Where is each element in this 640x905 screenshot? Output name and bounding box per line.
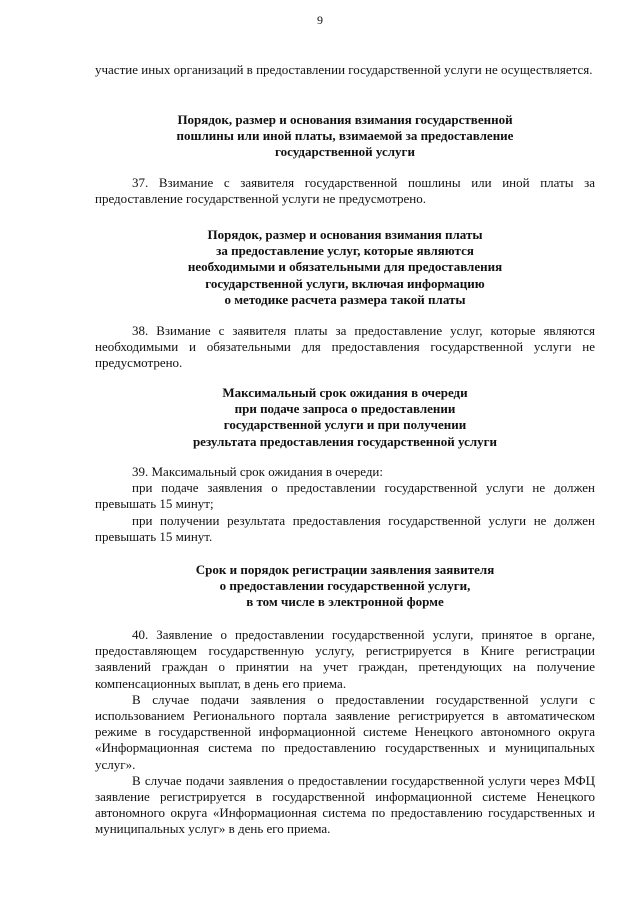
- paragraph-39b-text: при получении результата предоставления государственной услуги не должен превышать 15 минут.: [95, 512, 595, 544]
- heading-line: за предоставление услуг, которые являются: [216, 243, 474, 259]
- paragraph-37-text: 37. Взимание с заявителя государственной пошлины или иной платы за предоставление государственной услуги не предусмотрено.: [95, 175, 595, 207]
- heading-line: Порядок, размер и основания взимания платы: [207, 227, 483, 242]
- paragraph-40a-text: В случае подачи заявления о предоставлении государственной услуги с использованием Регионального портала заявление регистрируется в автоматическом режиме в государственной информационной системе Ненецкого автономного округа «Информационная система по предоставлению государственных и муниципальных услуг».: [95, 691, 595, 772]
- heading-line: о методике расчета размера такой платы: [224, 291, 466, 307]
- heading-line: результата предоставления государственной услуги: [192, 433, 498, 449]
- heading-line: необходимыми и обязательными для предоставления: [187, 259, 503, 275]
- page-number: 9: [317, 13, 323, 27]
- heading-line: Порядок, размер и основания взимания государственной: [177, 112, 513, 127]
- heading-line: при подаче запроса о предоставлении: [234, 401, 456, 417]
- heading-line: государственной услуги: [275, 144, 415, 160]
- heading-line: Срок и порядок регистрации заявления заявителя: [195, 562, 495, 577]
- paragraph-39a-text: при подаче заявления о предоставлении государственной услуги не должен превышать 15 минут;: [95, 480, 595, 512]
- heading-line: пошлины или иной платы, взимаемой за предоставление: [176, 128, 514, 144]
- paragraph-40-text: 40. Заявление о предоставлении государственной услуги, принятое в органе, предоставляющем государственную услугу, регистрируется в Книге регистрации заявлений граждан о принятии на учет граждан, претендующих на получение компенсационных выплат, в день его приема.: [95, 627, 595, 691]
- heading-queue-time: [95, 385, 595, 450]
- paragraph-intro-text: участие иных организаций в предоставлении государственной услуги не осуществляется.: [95, 62, 593, 77]
- paragraph-39-text: 39. Максимальный срок ожидания в очереди:: [132, 464, 384, 479]
- heading-registration: [95, 562, 595, 611]
- paragraph-intro: [95, 62, 595, 78]
- heading-line: о предоставлении государственной услуги,: [219, 578, 471, 594]
- heading-line: в том числе в электронной форме: [246, 594, 444, 610]
- paragraph-40: [95, 627, 595, 838]
- heading-line: государственной услуги и при получении: [223, 417, 467, 433]
- paragraph-38: [95, 323, 595, 372]
- heading-state-fee: [95, 112, 595, 161]
- paragraph-37: [95, 175, 595, 207]
- paragraph-38-text: 38. Взимание с заявителя платы за предоставление услуг, которые являются необходимыми и обязательными для предоставления государственной услуги не предусмотрено.: [95, 323, 595, 371]
- heading-line: Максимальный срок ожидания в очереди: [222, 385, 468, 400]
- paragraph-39: [95, 464, 595, 545]
- heading-line: государственной услуги, включая информацию: [205, 275, 485, 291]
- paragraph-40b-text: В случае подачи заявления о предоставлении государственной услуги через МФЦ заявление регистрируется в государственной информационной системе Ненецкого автономного округа «Информационная система по предоставлению государственных и муниципальных услуг» в день его приема.: [95, 772, 595, 837]
- heading-fee-for-services: [95, 227, 595, 308]
